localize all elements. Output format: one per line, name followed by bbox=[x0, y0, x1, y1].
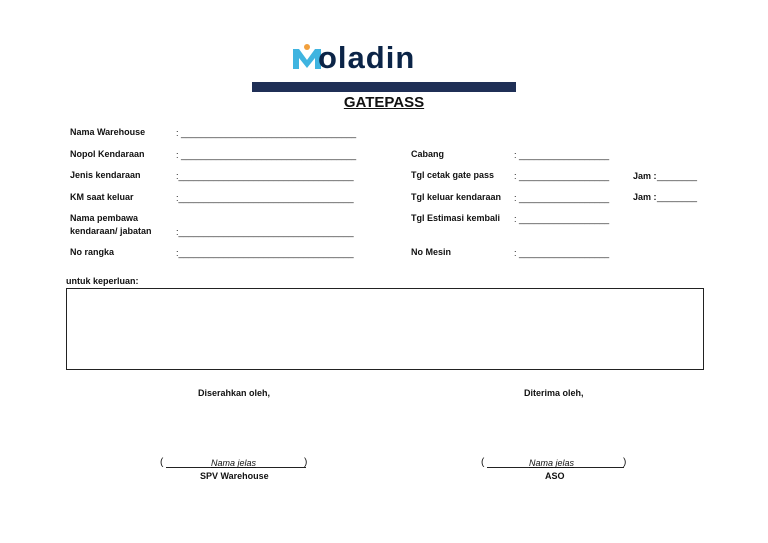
label-km-saat-keluar: KM saat keluar bbox=[70, 192, 134, 202]
field-no-rangka[interactable]: :___________________________________ bbox=[176, 248, 354, 258]
label-tgl-keluar: Tgl keluar kendaraan bbox=[411, 192, 502, 202]
sig-open-paren-2: ( bbox=[481, 457, 485, 468]
field-jenis-kendaraan[interactable]: :___________________________________ bbox=[176, 171, 354, 181]
field-cabang[interactable]: : __________________ bbox=[514, 150, 610, 160]
field-nopol-kendaraan[interactable]: : ___________________________________ bbox=[176, 150, 357, 160]
field-km-saat-keluar[interactable]: :___________________________________ bbox=[176, 193, 354, 203]
label-nama-pembawa: Nama pembawa bbox=[70, 213, 139, 223]
label-jam-1: Jam : bbox=[633, 171, 657, 181]
field-no-mesin[interactable]: : __________________ bbox=[514, 248, 610, 258]
sig-role-1: SPV Warehouse bbox=[200, 471, 269, 481]
sig-close-paren-1: ) bbox=[304, 457, 308, 468]
field-tgl-estimasi[interactable]: : __________________ bbox=[514, 214, 610, 224]
sig-heading-receive: Diterima oleh, bbox=[524, 388, 584, 398]
field-tgl-keluar[interactable]: : __________________ bbox=[514, 193, 610, 203]
label-tgl-cetak: Tgl cetak gate pass bbox=[411, 170, 495, 180]
label-no-rangka: No rangka bbox=[70, 247, 115, 257]
field-tgl-cetak[interactable]: : __________________ bbox=[514, 171, 610, 181]
sig-heading-handover: Diserahkan oleh, bbox=[198, 388, 271, 398]
label-cabang: Cabang bbox=[411, 149, 445, 159]
sig-name-2[interactable]: Nama jelas bbox=[529, 458, 575, 468]
label-jam-2: Jam : bbox=[633, 192, 657, 202]
label-jenis-kendaraan: Jenis kendaraan bbox=[70, 170, 141, 180]
field-jam-1[interactable]: ________ bbox=[657, 171, 698, 181]
label-nopol-kendaraan: Nopol Kendaraan bbox=[70, 149, 145, 159]
page-title: GATEPASS bbox=[343, 94, 425, 111]
sig-name-1[interactable]: Nama jelas bbox=[211, 458, 257, 468]
sig-open-paren-1: ( bbox=[160, 457, 164, 468]
label-kendaraan-jabatan: kendaraan/ jabatan bbox=[70, 226, 152, 236]
label-tgl-estimasi: Tgl Estimasi kembali bbox=[411, 213, 501, 223]
label-no-mesin: No Mesin bbox=[411, 247, 452, 257]
field-nama-pembawa[interactable]: :___________________________________ bbox=[176, 227, 354, 237]
purpose-box[interactable] bbox=[66, 288, 704, 370]
sig-role-2: ASO bbox=[545, 471, 565, 481]
header-bar bbox=[252, 82, 516, 92]
sig-close-paren-2: ) bbox=[623, 457, 627, 468]
logo-text: oladin bbox=[318, 40, 416, 75]
field-jam-2[interactable]: ________ bbox=[657, 192, 698, 202]
purpose-label: untuk keperluan: bbox=[66, 276, 139, 286]
label-nama-warehouse: Nama Warehouse bbox=[70, 127, 146, 137]
field-nama-warehouse[interactable]: : ___________________________________ bbox=[176, 128, 357, 138]
